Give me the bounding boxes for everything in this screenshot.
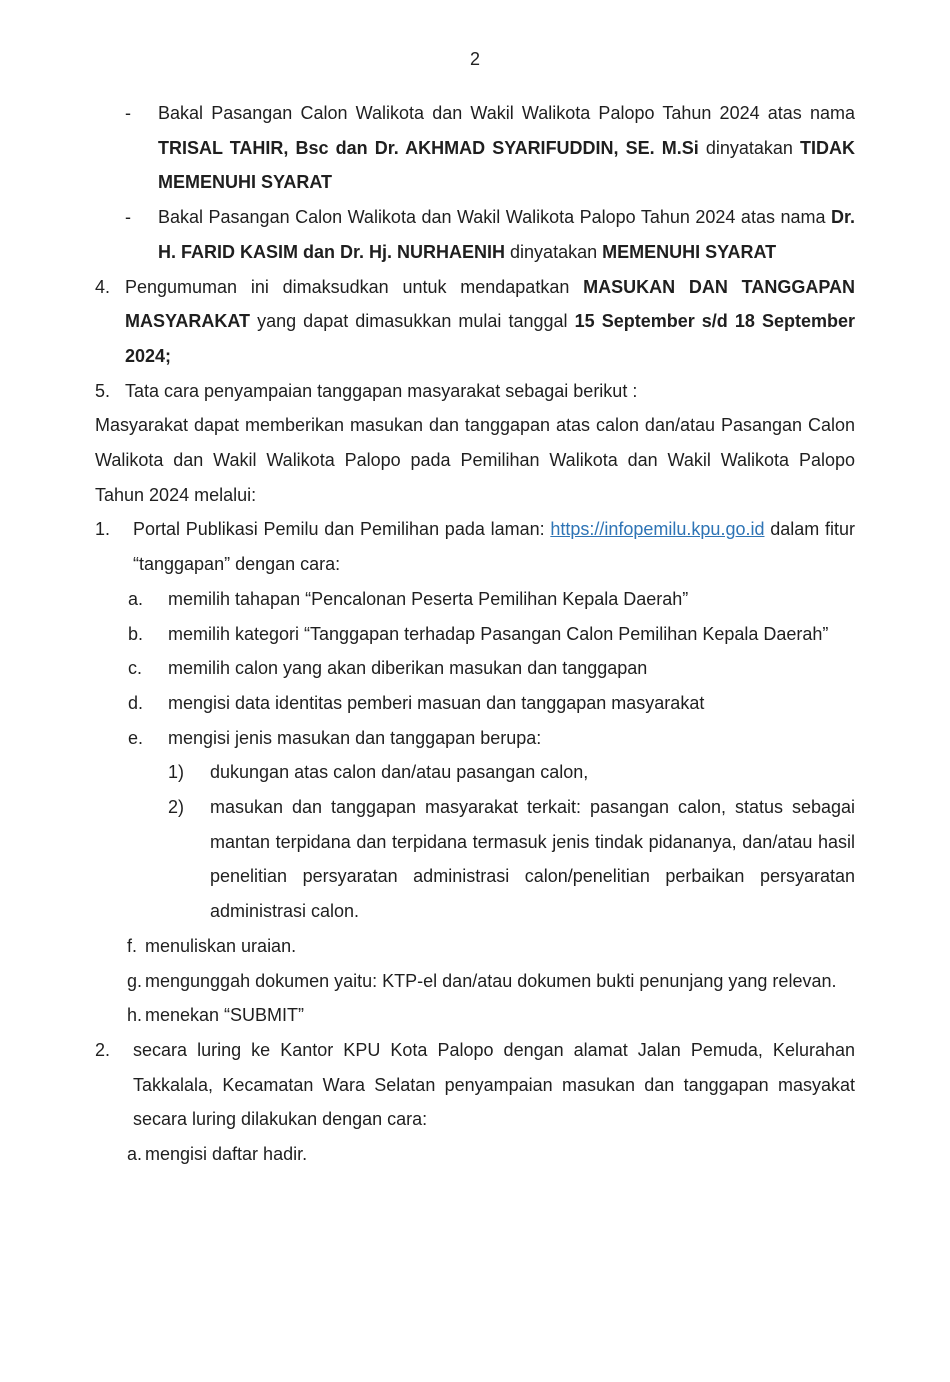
- bold-text: MASUKAN DAN TANGGAPAN MASYARAKAT: [125, 276, 855, 332]
- text-run: mengisi jenis masukan dan tanggapan berupa:: [168, 727, 542, 748]
- text-run: Masyarakat dapat memberikan masukan dan tanggapan atas calon dan/atau Pasangan Calon Walikota dan Wakil Walikota Palopo pada Pemilihan Walikota dan Wakil Walikota Palopo Tahun 2024 melalui:: [95, 415, 855, 505]
- text-run: dalam fitur “tanggapan” dengan cara:: [133, 519, 855, 575]
- sub-number-item: [95, 790, 855, 929]
- item-text: [158, 96, 855, 200]
- list-marker: h.: [127, 1005, 143, 1026]
- bullet-item: [95, 96, 855, 200]
- sub-number-item: [95, 755, 855, 790]
- list-marker: b.: [128, 623, 144, 644]
- letter-item: [95, 582, 855, 617]
- text-run: masukan dan tanggapan masyarakat terkait: pasangan calon, status sebagai mantan terpidana dan terpidana termasuk jenis tindak pidananya, dan/atau hasil penelitian persyaratan administrasi calon/penelitian perbaikan persyaratan administrasi calon.: [210, 797, 855, 922]
- list-marker: d.: [128, 692, 144, 713]
- list-marker: g.: [127, 970, 143, 991]
- bold-text: Dr. H. FARID KASIM dan Dr. Hj. NURHAENIH: [158, 207, 855, 262]
- bold-text: TIDAK MEMENUHI SYARAT: [158, 137, 855, 193]
- list-marker: -: [125, 207, 131, 228]
- text-run: dinyatakan: [698, 137, 800, 158]
- text-run: menekan “SUBMIT”: [145, 1005, 305, 1026]
- page-number: 2: [469, 49, 480, 69]
- list-marker: 1.: [95, 519, 111, 540]
- text-run: mengisi daftar hadir.: [145, 1144, 308, 1165]
- text-run: Bakal Pasangan Calon Walikota dan Wakil Walikota Palopo Tahun 2024 atas nama: [158, 207, 831, 228]
- letter-item: [95, 721, 855, 756]
- item-text: [168, 582, 855, 617]
- text-run: Pengumuman ini dimaksudkan untuk mendapatkan: [125, 276, 584, 297]
- document-body: [95, 96, 855, 1172]
- list-marker: e.: [128, 727, 144, 748]
- list-marker: 2.: [95, 1039, 111, 1060]
- text-run: Portal Publikasi Pemilu dan Pemilihan pada laman:: [133, 519, 551, 540]
- letter-item: [95, 651, 855, 686]
- text-run: yang dapat dimasukkan mulai tanggal: [250, 311, 575, 332]
- text-run: menuliskan uraian.: [145, 935, 297, 956]
- text-run: mengunggah dokumen yaitu: KTP-el dan/atau dokumen bukti penunjang yang relevan.: [145, 970, 837, 991]
- item-text: [168, 686, 855, 721]
- numbered-item: [95, 374, 855, 409]
- text-run: memilih kategori “Tanggapan terhadap Pasangan Calon Pemilihan Kepala Daerah”: [168, 623, 829, 644]
- text-run: dukungan atas calon dan/atau pasangan calon,: [210, 762, 589, 783]
- text-run: secara luring ke Kantor KPU Kota Palopo dengan alamat Jalan Pemuda, Kelurahan Takkalala, Kecamatan Wara Selatan penyampaian masukan dan tanggapan masyakat secara luring dilakukan dengan cara:: [133, 1039, 855, 1130]
- text-run: memilih calon yang akan diberikan masukan dan tanggapan: [168, 658, 648, 679]
- letter-item: [95, 998, 855, 1033]
- numbered-item: [95, 512, 855, 581]
- bold-text: MEMENUHI SYARAT: [602, 241, 777, 262]
- letter-item: [95, 686, 855, 721]
- text-run: dinyatakan: [505, 241, 603, 262]
- item-text: [168, 721, 855, 756]
- list-marker: a.: [127, 1144, 143, 1165]
- item-text: [145, 1137, 855, 1172]
- text-run: mengisi data identitas pemberi masuan dan tanggapan masyarakat: [168, 692, 705, 713]
- item-text: [133, 512, 855, 581]
- bold-text: 15 September s/d 18 September 2024;: [125, 311, 855, 366]
- text-run: Bakal Pasangan Calon Walikota dan Wakil Walikota Palopo Tahun 2024 atas nama: [158, 103, 855, 123]
- letter-item: [95, 617, 855, 652]
- item-text: [145, 964, 855, 999]
- item-text: [95, 408, 855, 512]
- paragraph: [95, 408, 855, 512]
- item-text: [168, 617, 855, 652]
- numbered-item: [95, 270, 855, 374]
- bullet-item: [95, 200, 855, 269]
- list-marker: -: [125, 103, 131, 123]
- list-marker: 5.: [95, 380, 111, 401]
- list-marker: c.: [128, 658, 143, 679]
- bold-text: TRISAL TAHIR, Bsc dan Dr. AKHMAD SYARIFUDDIN, SE. M.Si: [158, 137, 699, 158]
- list-marker: f.: [127, 935, 138, 956]
- text-run: memilih tahapan “Pencalonan Peserta Pemilihan Kepala Daerah”: [168, 588, 689, 609]
- item-text: [210, 790, 855, 929]
- item-text: [168, 651, 855, 686]
- list-marker: 1): [168, 762, 185, 783]
- infopemilu-link[interactable]: https://infopemilu.kpu.go.id: [550, 519, 765, 540]
- item-text: [133, 1033, 855, 1137]
- item-text: [125, 374, 855, 409]
- letter-item: [95, 1137, 855, 1172]
- letter-item: [95, 964, 855, 999]
- numbered-item: [95, 1033, 855, 1137]
- text-run: Tata cara penyampaian tanggapan masyarakat sebagai berikut :: [125, 380, 638, 401]
- list-marker: 4.: [95, 276, 111, 297]
- list-marker: a.: [128, 588, 144, 609]
- item-text: [145, 998, 855, 1033]
- item-text: [125, 270, 855, 374]
- item-text: [158, 200, 855, 269]
- item-text: [210, 755, 855, 790]
- list-marker: 2): [168, 797, 185, 818]
- item-text: [145, 929, 855, 964]
- letter-item: [95, 929, 855, 964]
